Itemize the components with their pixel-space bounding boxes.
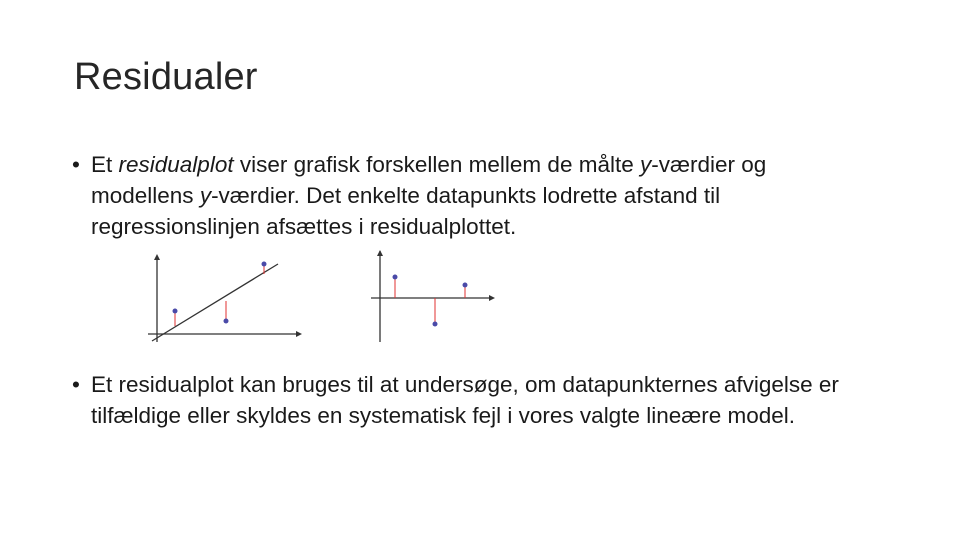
regression-line	[152, 264, 278, 341]
data-point	[224, 319, 229, 324]
residual-point-2	[433, 298, 438, 327]
text-run: -værdier. Det enkelte datapunkts lodrette afstand til regressionslinjen afsættes i residualplottet.	[91, 183, 721, 239]
residual-point-1	[393, 275, 398, 299]
bullet-text: Et residualplot kan bruges til at undersøge, om datapunkternes afvigelse er tilfældige eller skyldes en systematisk fejl i vores valgte lineære model.	[91, 372, 839, 428]
text-run: viser grafisk forskellen mellem de målte	[233, 152, 640, 177]
text-run-italic: y	[639, 152, 652, 177]
residual-point-3	[463, 283, 468, 299]
data-point	[393, 275, 398, 280]
scatter-point-2	[224, 301, 229, 324]
scatter-y-axis-arrow	[154, 254, 160, 260]
text-run: -værdier og modellens	[91, 152, 767, 208]
slide-title: Residualer	[74, 56, 258, 98]
data-point	[433, 322, 438, 327]
bullet-marker: •	[72, 152, 80, 177]
data-point	[463, 283, 468, 288]
residual-y-axis-arrow	[377, 250, 383, 256]
data-point	[262, 262, 267, 267]
bullet-text	[91, 149, 872, 242]
text-run-italic: y	[199, 183, 212, 208]
residual-x-axis-arrow	[489, 295, 495, 301]
bullet-residualplot-purpose	[72, 369, 872, 431]
bullet-marker: •	[72, 372, 80, 397]
bullet-residualplot-definition	[72, 149, 872, 242]
scatter-x-axis-arrow	[296, 331, 302, 337]
text-run-italic: residualplot	[118, 152, 234, 177]
text-run: Et	[91, 152, 119, 177]
scatter-point-1	[173, 309, 178, 327]
residual-plot	[365, 248, 500, 345]
scatter-with-regression-line	[140, 252, 310, 347]
data-point	[173, 309, 178, 314]
